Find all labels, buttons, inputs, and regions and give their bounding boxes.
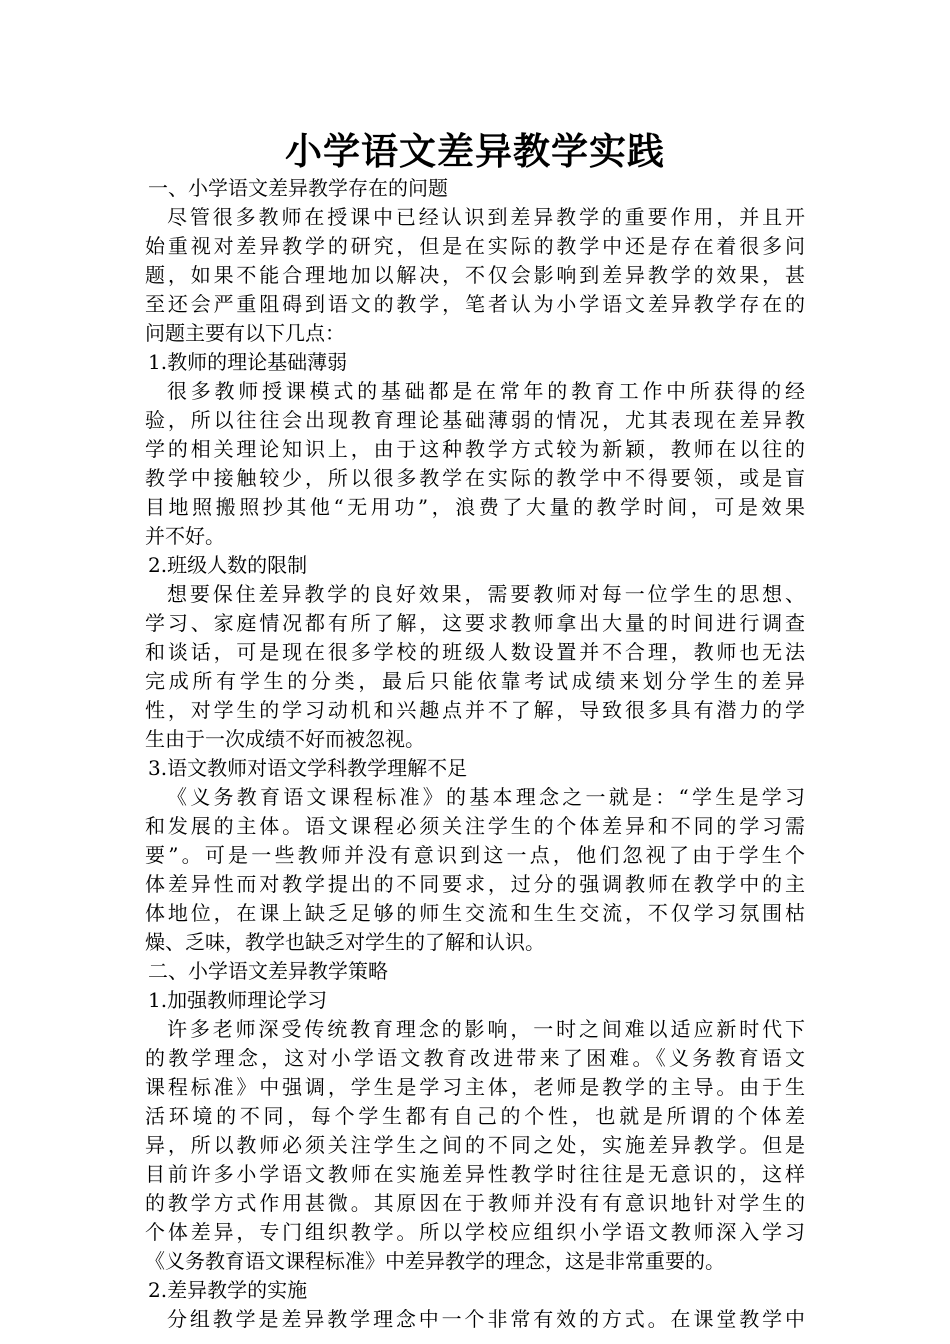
paragraph-line: 分组教学是差异教学理念中一个非常有效的方式。在课堂教学中	[167, 1307, 805, 1331]
document-body	[145, 174, 805, 1334]
paragraph-line: 异，所以教师必须关注学生之间的不同之处，实施差异教学。但是	[145, 1133, 805, 1157]
paragraph-line: 学的相关理论知识上，由于这种教学方式较为新颖，教师在以往的	[145, 437, 805, 461]
paragraph-line: 的教学理念，这对小学语文教育改进带来了困难。《义务教育语文	[145, 1046, 805, 1070]
paragraph-line: 和发展的主体。语文课程必须关注学生的个体差异和不同的学习需	[145, 814, 805, 838]
paragraph-line: 问题主要有以下几点：	[145, 321, 345, 345]
paragraph-line: 和谈话，可是现在很多学校的班级人数设置并不合理，教师也无法	[145, 640, 805, 664]
paragraph-line: 验，所以往往会出现教育理论基础薄弱的情况，尤其表现在差异教	[145, 408, 805, 432]
section-heading: 1.加强教师理论学习	[148, 988, 328, 1012]
paragraph-line: 题，如果不能合理地加以解决，不仅会影响到差异教学的效果，甚	[145, 263, 805, 287]
paragraph-line: 很多教师授课模式的基础都是在常年的教育工作中所获得的经	[167, 379, 805, 403]
paragraph-line: 课程标准》中强调，学生是学习主体，老师是教学的主导。由于生	[145, 1075, 805, 1099]
paragraph-line: 学习、家庭情况都有所了解，这要求教师拿出大量的时间进行调查	[145, 611, 805, 635]
paragraph-line: 想要保住差异教学的良好效果，需要教师对每一位学生的思想、	[167, 582, 805, 606]
paragraph-line: 许多老师深受传统教育理念的影响，一时之间难以适应新时代下	[167, 1017, 805, 1041]
paragraph-line: 教学中接触较少，所以很多教学在实际的教学中不得要领，或是盲	[145, 466, 805, 490]
paragraph-line: 尽管很多教师在授课中已经认识到差异教学的重要作用，并且开	[167, 205, 805, 229]
paragraph-line: 并不好。	[145, 524, 225, 548]
paragraph-line: 至还会严重阻碍到语文的教学，笔者认为小学语文差异教学存在的	[145, 292, 805, 316]
paragraph-line: 《义务教育语文课程标准》中差异教学的理念，这是非常重要的。	[145, 1249, 725, 1273]
section-heading: 3.语文教师对语文学科教学理解不足	[148, 756, 468, 780]
paragraph-line: 《义务教育语文课程标准》的基本理念之一就是：“学生是学习	[167, 785, 805, 809]
paragraph-line: 个体差异，专门组织教学。所以学校应组织小学语文教师深入学习	[145, 1220, 805, 1244]
paragraph-line: 的教学方式作用甚微。其原因在于教师并没有有意识地针对学生的	[145, 1191, 805, 1215]
section-heading: 2.差异教学的实施	[148, 1278, 308, 1302]
document-title: 小学语文差异教学实践	[285, 129, 665, 173]
paragraph-line: 要”。可是一些教师并没有意识到这一点，他们忽视了由于学生个	[145, 843, 805, 867]
paragraph-line: 燥、乏味，教学也缺乏对学生的了解和认识。	[145, 930, 545, 954]
paragraph-line: 体地位，在课上缺乏足够的师生交流和生生交流，不仅学习氛围枯	[145, 901, 805, 925]
paragraph-line: 目前许多小学语文教师在实施差异性教学时往往是无意识的，这样	[145, 1162, 805, 1186]
paragraph-line: 目地照搬照抄其他“无用功”，浪费了大量的教学时间，可是效果	[145, 495, 805, 519]
paragraph-line: 性，对学生的学习动机和兴趣点并不了解，导致很多具有潜力的学	[145, 698, 805, 722]
document-page	[145, 128, 805, 1334]
paragraph-line: 活环境的不同，每个学生都有自己的个性，也就是所谓的个体差	[145, 1104, 805, 1128]
paragraph-line: 生由于一次成绩不好而被忽视。	[145, 727, 425, 751]
paragraph-line: 始重视对差异教学的研究，但是在实际的教学中还是存在着很多问	[145, 234, 805, 258]
section-heading: 一、小学语文差异教学存在的问题	[148, 176, 448, 200]
section-heading: 二、小学语文差异教学策略	[148, 959, 388, 983]
paragraph-line: 体差异性而对教学提出的不同要求，过分的强调教师在教学中的主	[145, 872, 805, 896]
section-heading: 2.班级人数的限制	[148, 553, 308, 577]
section-heading: 1.教师的理论基础薄弱	[148, 350, 348, 374]
paragraph-line: 完成所有学生的分类，最后只能依靠考试成绩来划分学生的差异	[145, 669, 805, 693]
